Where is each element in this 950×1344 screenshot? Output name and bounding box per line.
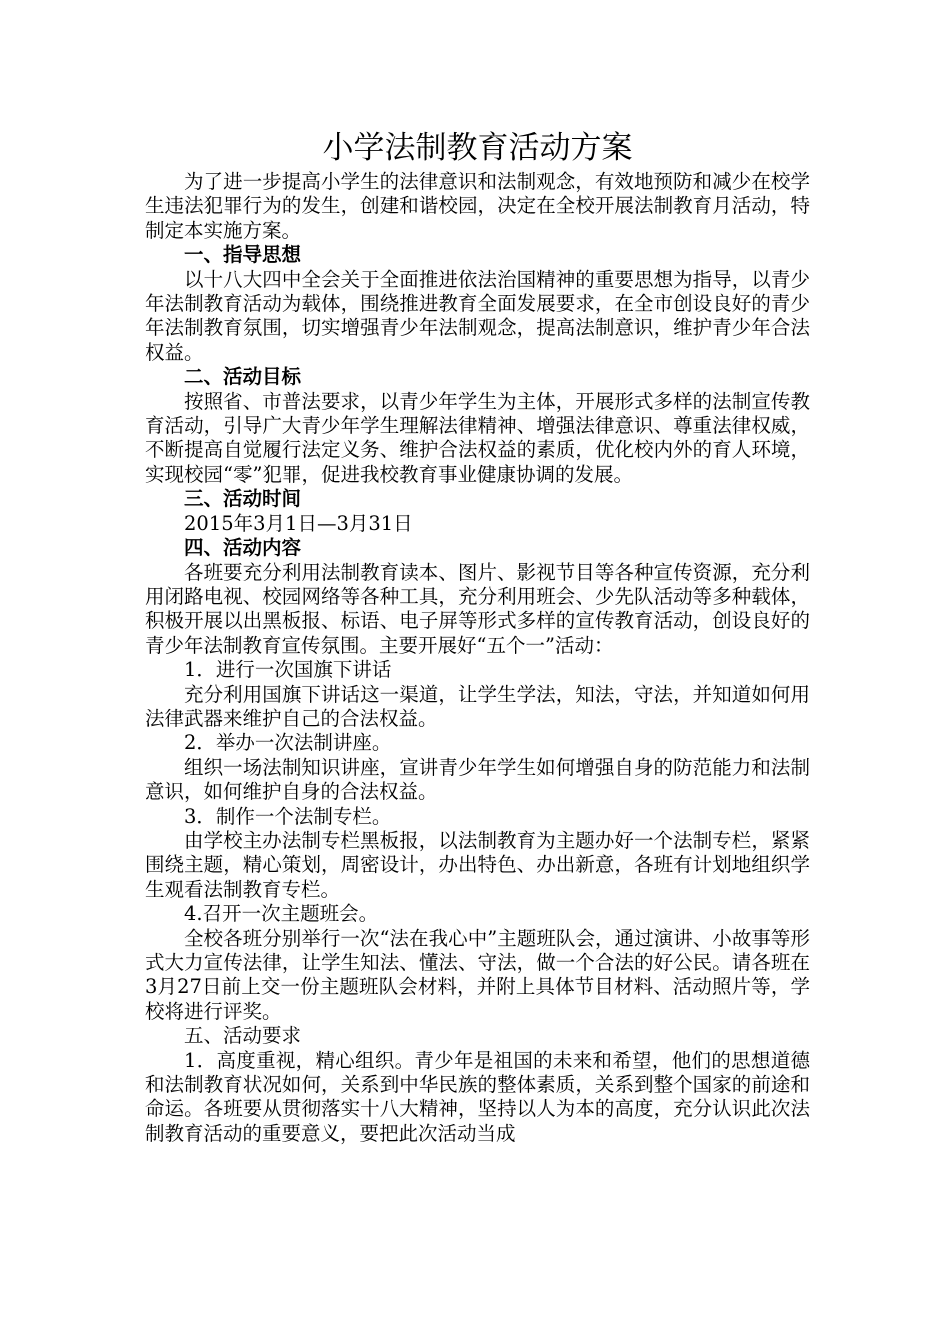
section-body-guiding-ideology: 以十八大四中全会关于全面推进依法治国精神的重要思想为指导，以青少年法制教育活动为载体，围绕推进教育全面发展要求，在全市创设良好的青少年法制教育氛围，切实增强青少年法制观念，提高法制意识，维护青少年合法权益。 [145, 267, 810, 364]
activity-item-title: 1．进行一次国旗下讲话 [184, 658, 392, 682]
activity-item-body: 由学校主办法制专栏黑板报，以法制教育为主题办好一个法制专栏，紧紧围绕主题，精心策划，周密设计，办出特色、办出新意，各班有计划地组织学生观看法制教育专栏。 [145, 828, 810, 901]
intro-paragraph: 为了进一步提高小学生的法律意识和法制观念，有效地预防和减少在校学生违法犯罪行为的发生，创建和谐校园，决定在全校开展法制教育月活动，特制定本实施方案。 [145, 170, 810, 242]
section-body-goals: 按照省、市普法要求，以青少年学生为主体，开展形式多样的法制宣传教育活动，引导广大青少年学生理解法律精神、增强法律意识、尊重法律权威，不断提高自觉履行法定义务、维护合法权益的素质，优化校内外的育人环境，实现校园“零”犯罪，促进我校教育事业健康协调的发展。 [145, 389, 810, 486]
activity-item-body: 全校各班分别举行一次“法在我心中”主题班队会，通过演讲、小故事等形式大力宣传法律，让学生知法、懂法、守法，做一个合法的好公民。请各班在3月27日前上交一份主题班队会材料，并附上具体节目材料、活动照片等，学校将进行评奖。 [145, 926, 810, 1023]
activity-item-body: 组织一场法制知识讲座，宣讲青少年学生如何增强自身的防范能力和法制意识，如何维护自身的合法权益。 [145, 755, 810, 804]
activity-item-body: 充分利用国旗下讲话这一渠道，让学生学法，知法，守法，并知道如何用法律武器来维护自己的合法权益。 [145, 682, 810, 730]
document-title: 小学法制教育活动方案 [322, 130, 633, 166]
section-body-requirements: 1．高度重视，精心组织。青少年是祖国的未来和希望，他们的思想道德和法制教育状况如何，关系到中华民族的整体素质，关系到整个国家的前途和命运。各班要从贯彻落实十八大精神，坚持以人为本的高度，充分认识此次法制教育活动的重要意义，要把此次活动当成 [145, 1048, 810, 1145]
activity-item-title: 2．举办一次法制讲座。 [184, 731, 392, 755]
section-heading-requirements: 五、活动要求 [184, 1024, 302, 1048]
section-body-content: 各班要充分利用法制教育读本、图片、影视节目等各种宣传资源，充分利用闭路电视、校园网络等各种工具，充分利用班会、少先队活动等多种载体，积极开展以出黑板报、标语、电子屏等形式多样的宣传教育活动，创设良好的青少年法制教育宣传氛围。主要开展好“五个一”活动： [145, 560, 810, 657]
activity-item-title: 3．制作一个法制专栏。 [184, 804, 392, 828]
section-body-time: 2015年3月1日—3月31日 [184, 511, 413, 535]
section-heading-goals: 二、活动目标 [184, 365, 302, 389]
activity-item-title: 4.召开一次主题班会。 [184, 902, 379, 926]
section-heading-guiding-ideology: 一、指导思想 [184, 243, 302, 267]
section-heading-time: 三、活动时间 [184, 487, 302, 511]
section-heading-content: 四、活动内容 [184, 536, 302, 560]
document-page [145, 128, 810, 1146]
